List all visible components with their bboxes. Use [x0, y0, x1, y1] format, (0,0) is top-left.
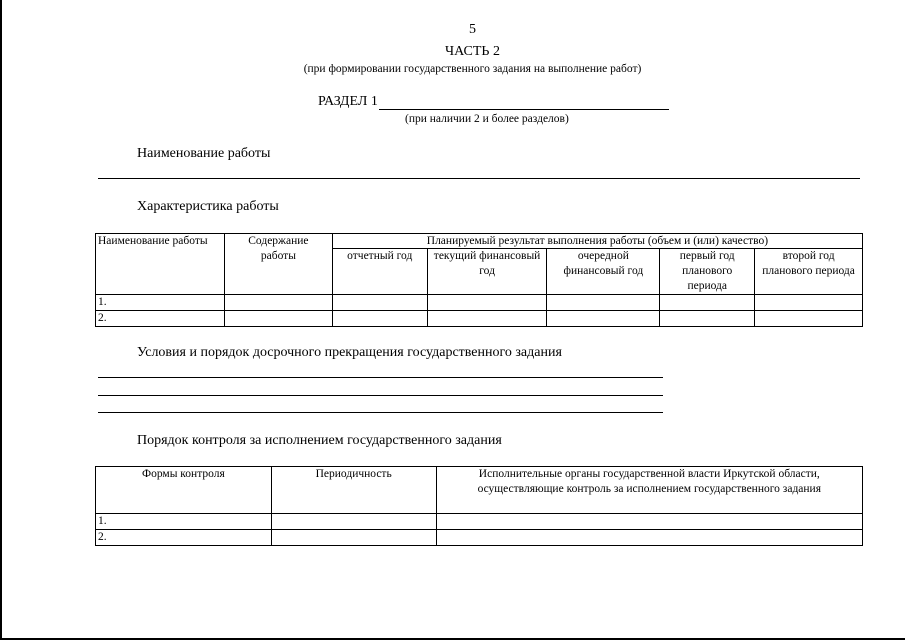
col-reporting-year: отчетный год — [332, 249, 427, 295]
row-number: 2. — [96, 530, 272, 546]
row-number: 2. — [96, 311, 225, 327]
row-number: 1. — [96, 514, 272, 530]
col-control-forms: Формы контроля — [96, 467, 272, 514]
section-hint: (при наличии 2 и более разделов) — [405, 113, 569, 125]
col-planned-result: Планируемый результат выполнения работы (объем и (или) качество) — [332, 234, 862, 249]
termination-label: Условия и порядок досрочного прекращения государственного задания — [137, 345, 562, 360]
col-first-plan-year: первый год планового периода — [660, 249, 755, 295]
control-label: Порядок контроля за исполнением государственного задания — [137, 433, 502, 448]
termination-blank-line-3 — [98, 412, 663, 413]
section-label: РАЗДЕЛ 1 — [318, 94, 378, 109]
part-subtitle: (при формировании государственного задания на выполнение работ) — [303, 63, 642, 75]
col-periodicity: Периодичность — [271, 467, 436, 514]
col-next-year: очередной финансовый год — [547, 249, 660, 295]
section-heading — [318, 94, 669, 110]
scan-edge-left — [0, 0, 2, 640]
table-row — [96, 530, 863, 546]
section-blank-line — [379, 95, 669, 110]
table-row — [96, 311, 863, 327]
work-name-label: Наименование работы — [137, 146, 271, 161]
control-table — [95, 466, 863, 546]
work-characteristic-label: Характеристика работы — [137, 199, 279, 214]
work-name-blank-line — [98, 178, 860, 179]
table-row — [96, 295, 863, 311]
row-number: 1. — [96, 295, 225, 311]
part-title: ЧАСТЬ 2 — [445, 44, 500, 59]
table-row — [96, 514, 863, 530]
col-work-content: Содержание работы — [224, 234, 332, 295]
col-control-bodies: Исполнительные органы государственной власти Иркутской области, осуществляющие контроль за исполнением государственного задания — [436, 467, 862, 514]
termination-blank-line-2 — [98, 395, 663, 396]
col-work-name: Наименование работы — [96, 234, 225, 295]
col-second-plan-year: второй год планового периода — [755, 249, 863, 295]
termination-blank-line-1 — [98, 377, 663, 378]
col-current-year: текущий финансовый год — [427, 249, 547, 295]
page-number: 5 — [469, 22, 476, 37]
work-characteristic-table — [95, 233, 863, 327]
